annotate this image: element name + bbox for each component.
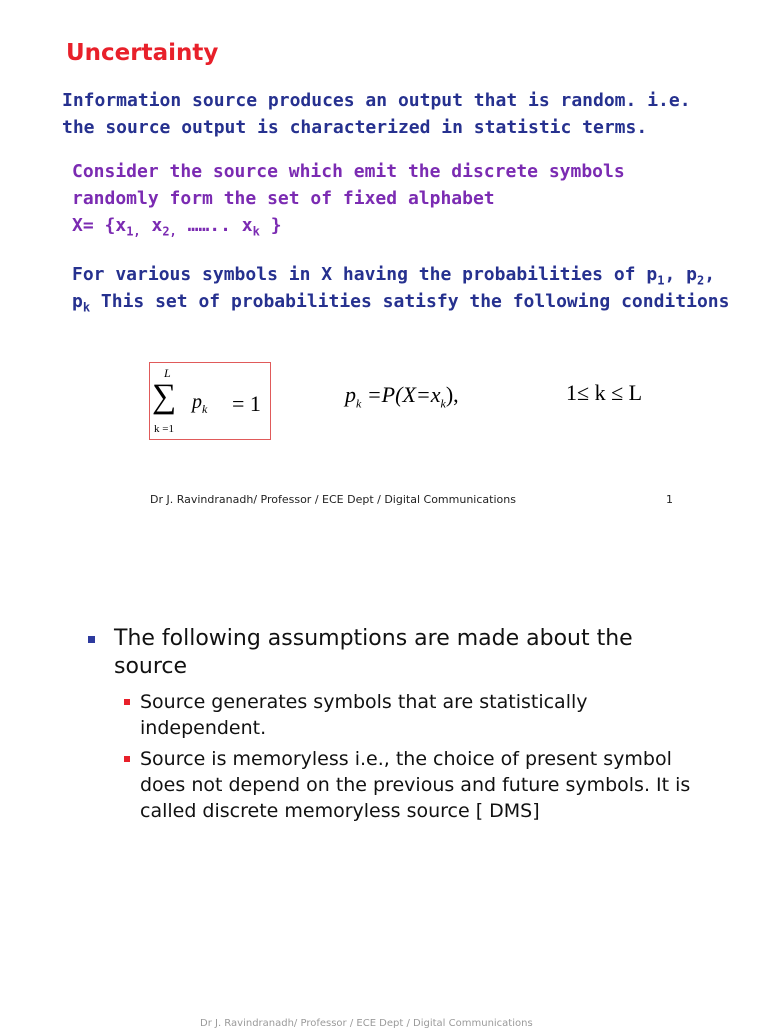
sigma-symbol: ∑ [152, 378, 177, 415]
sub-bullet-text: Source is memoryless i.e., the choice of present symbol does not depend on the previous and future symbols. It is called discrete memoryless source [ DMS] [140, 748, 691, 822]
sub-bullet [124, 689, 708, 741]
sub-bullet [124, 746, 708, 824]
probability-definition: $p_k =P(X=x_k)$, [345, 382, 459, 411]
probability-paragraph [72, 261, 729, 315]
alphabet-set: $X= \{x_{1,}$ $x_{2,}$ …….. $x_k$ } [72, 215, 282, 239]
assumption-list [88, 625, 708, 829]
intro-line-2: the source output is characterized in statistic terms. [62, 117, 648, 138]
alphabet-paragraph [72, 158, 625, 239]
page-number: 1 [666, 493, 673, 506]
slide-footer: Dr J. Ravindranadh/ Professor / ECE Dept / Digital Communications [150, 493, 516, 506]
sub-bullet-list [124, 689, 708, 824]
sum-formula-box [149, 362, 271, 440]
sum-term: $p_k$ [192, 391, 208, 416]
sum-lower-limit: k =1 [154, 423, 174, 435]
main-bullet [88, 625, 708, 824]
sub-bullet-text: Source generates symbols that are statistically independent. [140, 691, 588, 739]
intro-paragraph [62, 87, 691, 141]
slide-title: Uncertainty [66, 40, 219, 66]
red-square-bullet-icon [124, 699, 130, 705]
slide-2 [0, 530, 768, 1029]
index-range: 1≤ k ≤ L [566, 380, 643, 405]
main-bullet-text: The following assumptions are made about the source [114, 626, 633, 679]
sum-upper-limit: L [164, 366, 171, 380]
alphabet-line-1: Consider the source which emit the discrete symbols [72, 161, 625, 182]
intro-line-1: Information source produces an output that is random. i.e. [62, 90, 691, 111]
alphabet-line-2: randomly form the set of fixed alphabet [72, 188, 495, 209]
slide-2-footer: Dr J. Ravindranadh/ Professor / ECE Dept / Digital Communications [200, 1018, 533, 1029]
red-square-bullet-icon [124, 756, 130, 762]
probability-line-1: For various symbols in X having the probabilities of $p_1$, $p_2$, [72, 264, 716, 288]
blue-square-bullet-icon [88, 636, 95, 643]
sum-rhs: = 1 [232, 391, 261, 416]
probability-line-2: $p_k$ This set of probabilities satisfy the following conditions [72, 291, 730, 315]
